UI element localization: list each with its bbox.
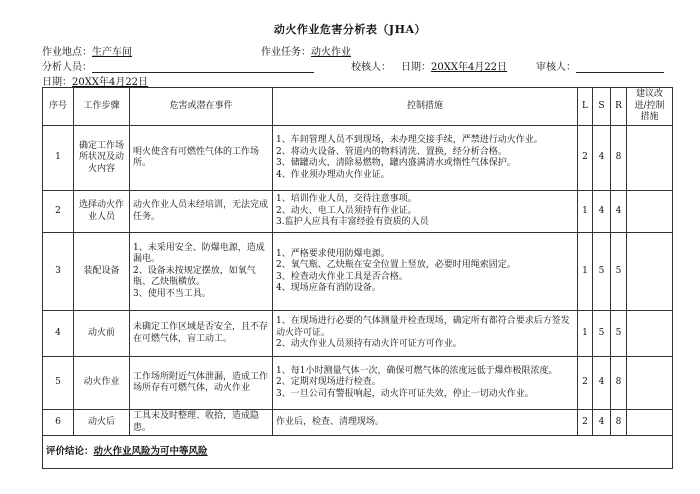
- header-hazard: 危害或潜在事件: [130, 88, 273, 126]
- analyst-blank: [92, 62, 314, 73]
- control-item: 2、定期对现场进行检查。: [276, 377, 381, 388]
- row-controls: [273, 357, 578, 410]
- row-r: 4: [611, 191, 627, 233]
- row-l: 2: [578, 126, 593, 191]
- control-item: 3、检查动火作业工具是否合格。: [276, 271, 408, 282]
- header-r: R: [611, 88, 627, 126]
- row-step: 动火前: [74, 311, 130, 357]
- task-value: 动火作业: [311, 47, 351, 58]
- evaluation-cell: [43, 436, 673, 469]
- location-label: 作业地点：: [42, 47, 92, 58]
- row-no: 1: [43, 126, 74, 191]
- evaluation-label: 评价结论：: [46, 446, 94, 458]
- table-row: [43, 233, 673, 311]
- task-label: 作业任务：: [261, 47, 311, 58]
- control-item: 2、氧气瓶、乙炔瓶在安全位置上竖放，必要时用绳索固定。: [276, 260, 516, 270]
- control-item: 3、储罐动火，清除易燃物，罐内盛满清水或惰性气体保护。: [276, 158, 516, 168]
- row-step: 选择动火作业人员: [74, 191, 130, 233]
- control-item: 4、作业须办理动火作业证。: [276, 169, 390, 180]
- control-item: 3、一旦公司有警报响起，动火许可证失效，停止一切动火作业。: [276, 388, 534, 399]
- approver-label: 审核人：: [536, 62, 576, 73]
- control-item: 1、每1小时测量气体一次，确保可燃气体的浓度远低于爆炸极限浓度。: [276, 365, 558, 376]
- row-step: 动火后: [74, 410, 130, 436]
- row-s: 5: [593, 311, 611, 357]
- table-row: [43, 191, 673, 233]
- table-row: [43, 126, 673, 191]
- control-item: 1、车间管理人员不到现场，未办理交接手续，严禁进行动火作业。: [276, 135, 543, 145]
- row-l: 2: [578, 357, 593, 410]
- table-row: [43, 311, 673, 357]
- row-s: 4: [593, 126, 611, 191]
- approver-field: [536, 58, 664, 73]
- row-no: 5: [43, 357, 74, 410]
- control-item: 1、严格要求使用防爆电源。: [276, 248, 390, 259]
- row-step: 确定工作场所状况及动火内容: [74, 126, 130, 191]
- task-field: [261, 43, 351, 58]
- row-l: 1: [578, 311, 593, 357]
- row-hazard: 工作场所附近气体泄漏，造成工作场所存有可燃气体，动火作业: [130, 357, 273, 410]
- analyst-label: 分析人员：: [42, 62, 92, 73]
- row-hazard: 工具未及时整理、收拾，造成隐患。: [130, 410, 273, 436]
- row-r: 5: [611, 311, 627, 357]
- row-no: 4: [43, 311, 74, 357]
- jha-table: [42, 87, 673, 469]
- analyst-field: [42, 58, 314, 73]
- row-no: 3: [43, 233, 74, 311]
- control-item: 1、培训作业人员，交待注意事项。: [276, 194, 417, 205]
- hazard-item: 2、设备未按规定摆放，如氧气瓶、乙炔瓶横放。: [133, 265, 256, 288]
- row-l: 2: [578, 410, 593, 436]
- date2-value: 20XX年4月22日: [72, 77, 149, 88]
- header-no: 序号: [43, 88, 74, 126]
- approver-blank: [576, 62, 664, 73]
- row-suggest: [627, 410, 673, 436]
- hazard-item: 1、未采用安全、防爆电源，造成漏电。: [133, 242, 265, 265]
- date-value: 20XX年4月22日: [431, 62, 508, 73]
- date-label: 日期：: [401, 62, 431, 73]
- header-suggest: 建议改进/控制措施: [627, 88, 673, 126]
- location-field: [42, 43, 132, 58]
- row-controls: [273, 126, 578, 191]
- row-no: 6: [43, 410, 74, 436]
- control-item: 3.监护人应具有丰富经验有资质的人员: [276, 217, 429, 228]
- date2-label: 日期：: [42, 77, 72, 88]
- date-field: [401, 58, 507, 73]
- control-item: 1、在现场进行必要的气体测量并检查现场，确定所有都符合要求后方签发动火许可证。: [276, 316, 570, 338]
- row-controls: [273, 410, 578, 436]
- row-suggest: [627, 126, 673, 191]
- control-item: 4、现场应备有消防设备。: [276, 283, 381, 293]
- row-suggest: [627, 357, 673, 410]
- row-s: 4: [593, 357, 611, 410]
- row-s: 4: [593, 410, 611, 436]
- row-controls: [273, 233, 578, 311]
- table-row: [43, 410, 673, 436]
- row-r: 5: [611, 233, 627, 311]
- row-s: 4: [593, 191, 611, 233]
- reviewer-field: [351, 58, 391, 73]
- row-r: 8: [611, 410, 627, 436]
- table-row: [43, 357, 673, 410]
- header-s: S: [593, 88, 611, 126]
- header-l: L: [578, 88, 593, 126]
- hazard-item: 3、使用不当工具。: [133, 288, 211, 299]
- row-suggest: [627, 233, 673, 311]
- row-suggest: [627, 191, 673, 233]
- control-item: 2、动火、电工人员须持有作业证。: [276, 205, 417, 216]
- row-l: 1: [578, 233, 593, 311]
- row-r: 8: [611, 357, 627, 410]
- row-no: 2: [43, 191, 74, 233]
- row-r: 8: [611, 126, 627, 191]
- control-item: 2、动火作业人员须持有动火许可证方可作业。: [276, 339, 462, 350]
- evaluation-row: [43, 436, 673, 469]
- row-l: 1: [578, 191, 593, 233]
- row-hazard: 明火使含有可燃性气体的工作场所。: [130, 126, 273, 191]
- row-suggest: [627, 311, 673, 357]
- control-item: 2、将动火设备、管道内的物料清洗、置换，经分析合格。: [276, 146, 507, 157]
- page-title: 动火作业危害分析表（JHA）: [273, 23, 427, 36]
- evaluation-value: 动火作业风险为可中等风险: [93, 446, 208, 458]
- row-hazard: 动火作业人员未经培训，无法完成任务。: [130, 191, 273, 233]
- row-hazard: [130, 233, 273, 311]
- header-step: 工作步骤: [74, 88, 130, 126]
- header-control: 控制措施: [273, 88, 578, 126]
- row-step: 装配设备: [74, 233, 130, 311]
- row-s: 5: [593, 233, 611, 311]
- location-value: 生产车间: [92, 47, 132, 58]
- row-controls: [273, 311, 578, 357]
- date2-field: [42, 73, 148, 88]
- row-hazard: 未确定工作区域是否安全，且不存在可燃气体，盲工动工。: [130, 311, 273, 357]
- row-controls: [273, 191, 578, 233]
- table-header-row: [43, 88, 673, 126]
- control-item: 作业后，检查、清理现场。: [276, 416, 385, 427]
- row-step: 动火作业: [74, 357, 130, 410]
- reviewer-label: 校核人：: [351, 62, 391, 73]
